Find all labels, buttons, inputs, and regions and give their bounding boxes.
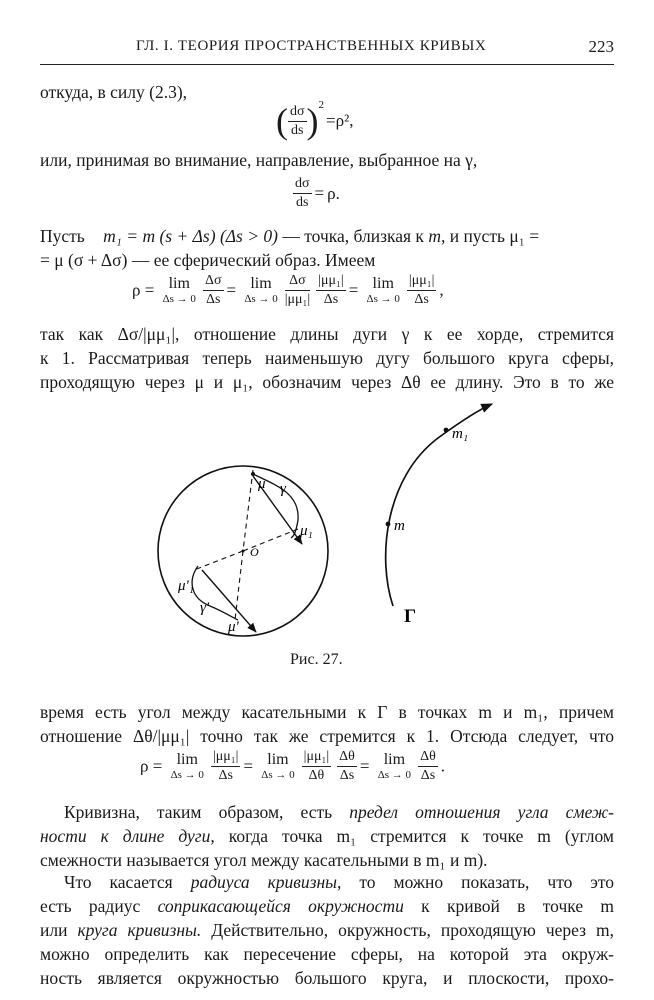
chapter-title: ГЛ. I. ТЕОРИЯ ПРОСТРАНСТВЕННЫХ КРИВЫХ	[136, 38, 487, 54]
denominator: Δθ	[308, 768, 325, 783]
label-o: O	[250, 545, 259, 559]
text-line	[40, 224, 614, 248]
point-mu	[251, 472, 255, 476]
word: и пусть	[449, 226, 505, 246]
text-line	[40, 824, 614, 848]
lim: lim	[372, 274, 394, 292]
paren: )	[306, 101, 319, 141]
emph: радиуса кривизны,	[190, 872, 342, 892]
word: — ее сферический образ. Имеем	[131, 250, 376, 270]
emph: круга кривизны.	[77, 920, 202, 940]
label-m: m	[394, 518, 405, 534]
text-line: смежности называется угол между касательными в m₁ и m).	[40, 850, 488, 870]
emph: соприкасающейся окружности	[157, 896, 404, 916]
label-m1: m₁	[452, 426, 469, 442]
word: Кривизна, таким образом, есть	[64, 802, 333, 822]
equals: =	[226, 280, 237, 300]
figure-caption: Рис. 27.	[290, 651, 343, 668]
lim-sub: Δs → 0	[261, 768, 295, 781]
label-gamma: γ	[280, 481, 286, 497]
equation-2	[290, 175, 340, 212]
numerator: Δθ	[337, 748, 357, 767]
denominator: Δs	[218, 768, 233, 783]
word: то можно показать, что это	[359, 872, 615, 892]
header-rule	[40, 64, 614, 65]
inline-math: = μ (σ + Δσ)	[40, 250, 128, 270]
denominator: Δs	[420, 768, 436, 783]
label-mu1: μ₁	[300, 523, 313, 539]
lim-sub: Δs → 0	[244, 292, 278, 305]
text-line: или, принимая во внимание, направление, выбранное на γ,	[40, 150, 478, 170]
word: когда точка m₁ стремится к точке m (углом	[228, 826, 614, 846]
text-line: отношение Δθ/|μμ₁| точно так же стремится к 1. Отсюда следует, что	[40, 726, 614, 746]
numerator: |μμ₁|	[302, 748, 332, 767]
running-header	[136, 38, 614, 60]
page-number: 223	[588, 37, 614, 56]
lim-sub: Δs → 0	[366, 292, 400, 305]
lim: lim	[267, 750, 289, 768]
word: к кривой в точке m	[421, 896, 615, 916]
equals: =	[359, 756, 370, 776]
word: — точка, близкая к	[282, 226, 424, 246]
text-line	[40, 894, 614, 918]
text-line: проходящую через μ и μ₁, обозначим через Δθ ее длину. Это в то же	[40, 372, 614, 392]
text-line: время есть угол между касательными к Γ в точках m и m₁, причем	[40, 702, 614, 722]
numerator: dσ	[293, 175, 312, 194]
curve-gamma-prime	[192, 566, 238, 620]
lim: lim	[176, 750, 198, 768]
label-Gamma: Γ	[404, 606, 417, 627]
text-line: к 1. Рассматривая теперь наименьшую дугу большого круга сферы,	[40, 348, 614, 368]
radius-to-mu	[243, 470, 253, 551]
inline-math: μ₁ =	[509, 226, 540, 246]
lhs: ρ =	[132, 280, 155, 300]
lim: lim	[250, 274, 272, 292]
emph: предел отношения угла смеж-	[349, 802, 615, 822]
denominator: Δs	[323, 292, 339, 307]
word: Действительно, окружность, проходящую через m,	[211, 920, 614, 940]
numerator: Δθ	[418, 748, 438, 767]
exponent: 2	[318, 99, 325, 112]
lim-sub: Δs → 0	[162, 292, 196, 305]
label-gamma-prime: γ'	[200, 600, 210, 616]
text-line: откуда, в силу (2.3),	[40, 82, 188, 102]
text-line: так как Δσ/|μμ₁|, отношение длины дуги γ к ее хорде, стремится	[40, 324, 614, 344]
rhs: ρ²,	[335, 111, 354, 130]
denominator: ds	[291, 122, 304, 138]
equals: =	[348, 280, 359, 300]
label-mu-prime: μ'	[228, 619, 239, 635]
text-line: можно определить как пересечение сферы, на которой эта окруж-	[40, 944, 614, 964]
equals: =	[243, 756, 254, 776]
emph: ности к длине дуги,	[40, 826, 215, 846]
text-line	[40, 800, 614, 824]
label-mu: μ	[258, 476, 266, 492]
text-line: ность является окружностью большого круга, и плоскости, прохо-	[40, 968, 614, 988]
word: Что касается	[64, 872, 173, 892]
numerator: Δσ	[285, 272, 311, 291]
point-m1	[444, 428, 449, 433]
denominator: Δs	[414, 292, 429, 307]
lim-sub: Δs → 0	[170, 768, 204, 781]
word: Пусть	[40, 226, 85, 246]
curve-Gamma	[386, 404, 492, 606]
numerator: Δσ	[203, 272, 224, 291]
equation-1	[276, 100, 353, 142]
lhs: ρ =	[140, 756, 163, 776]
lim-sub: Δs → 0	[377, 768, 412, 781]
denominator: |μμ₁|	[284, 292, 311, 307]
numerator: |μμ₁|	[407, 272, 437, 291]
figure-27	[150, 398, 510, 650]
text-line	[40, 870, 614, 894]
lim: lim	[168, 274, 190, 292]
text-line	[40, 248, 614, 272]
equation-5	[132, 272, 444, 309]
equals: =	[326, 111, 336, 130]
word: или	[40, 920, 68, 940]
text-line	[40, 918, 614, 942]
lim: lim	[383, 750, 406, 768]
numerator: |μμ₁|	[316, 272, 346, 291]
equation-6	[140, 748, 445, 785]
radius-to-mu1-prime	[194, 551, 243, 570]
label-mu1-prime: μ'₁	[178, 578, 194, 594]
denominator: ds	[296, 195, 309, 210]
word: есть радиус	[40, 896, 141, 916]
denominator: Δs	[205, 292, 221, 307]
denominator: Δs	[339, 768, 355, 783]
punct: .	[440, 756, 446, 776]
point-o	[242, 550, 245, 553]
numerator: |μμ₁|	[211, 748, 241, 767]
inline-math: m,	[428, 226, 446, 246]
numerator: dσ	[290, 103, 305, 119]
point-m	[386, 522, 391, 527]
rhs: ρ.	[327, 183, 340, 203]
punct: ,	[439, 280, 444, 300]
paren: (	[276, 101, 288, 141]
inline-math: m₁ = m (s + Δs) (Δs > 0)	[103, 226, 278, 246]
equals: =	[314, 183, 325, 203]
